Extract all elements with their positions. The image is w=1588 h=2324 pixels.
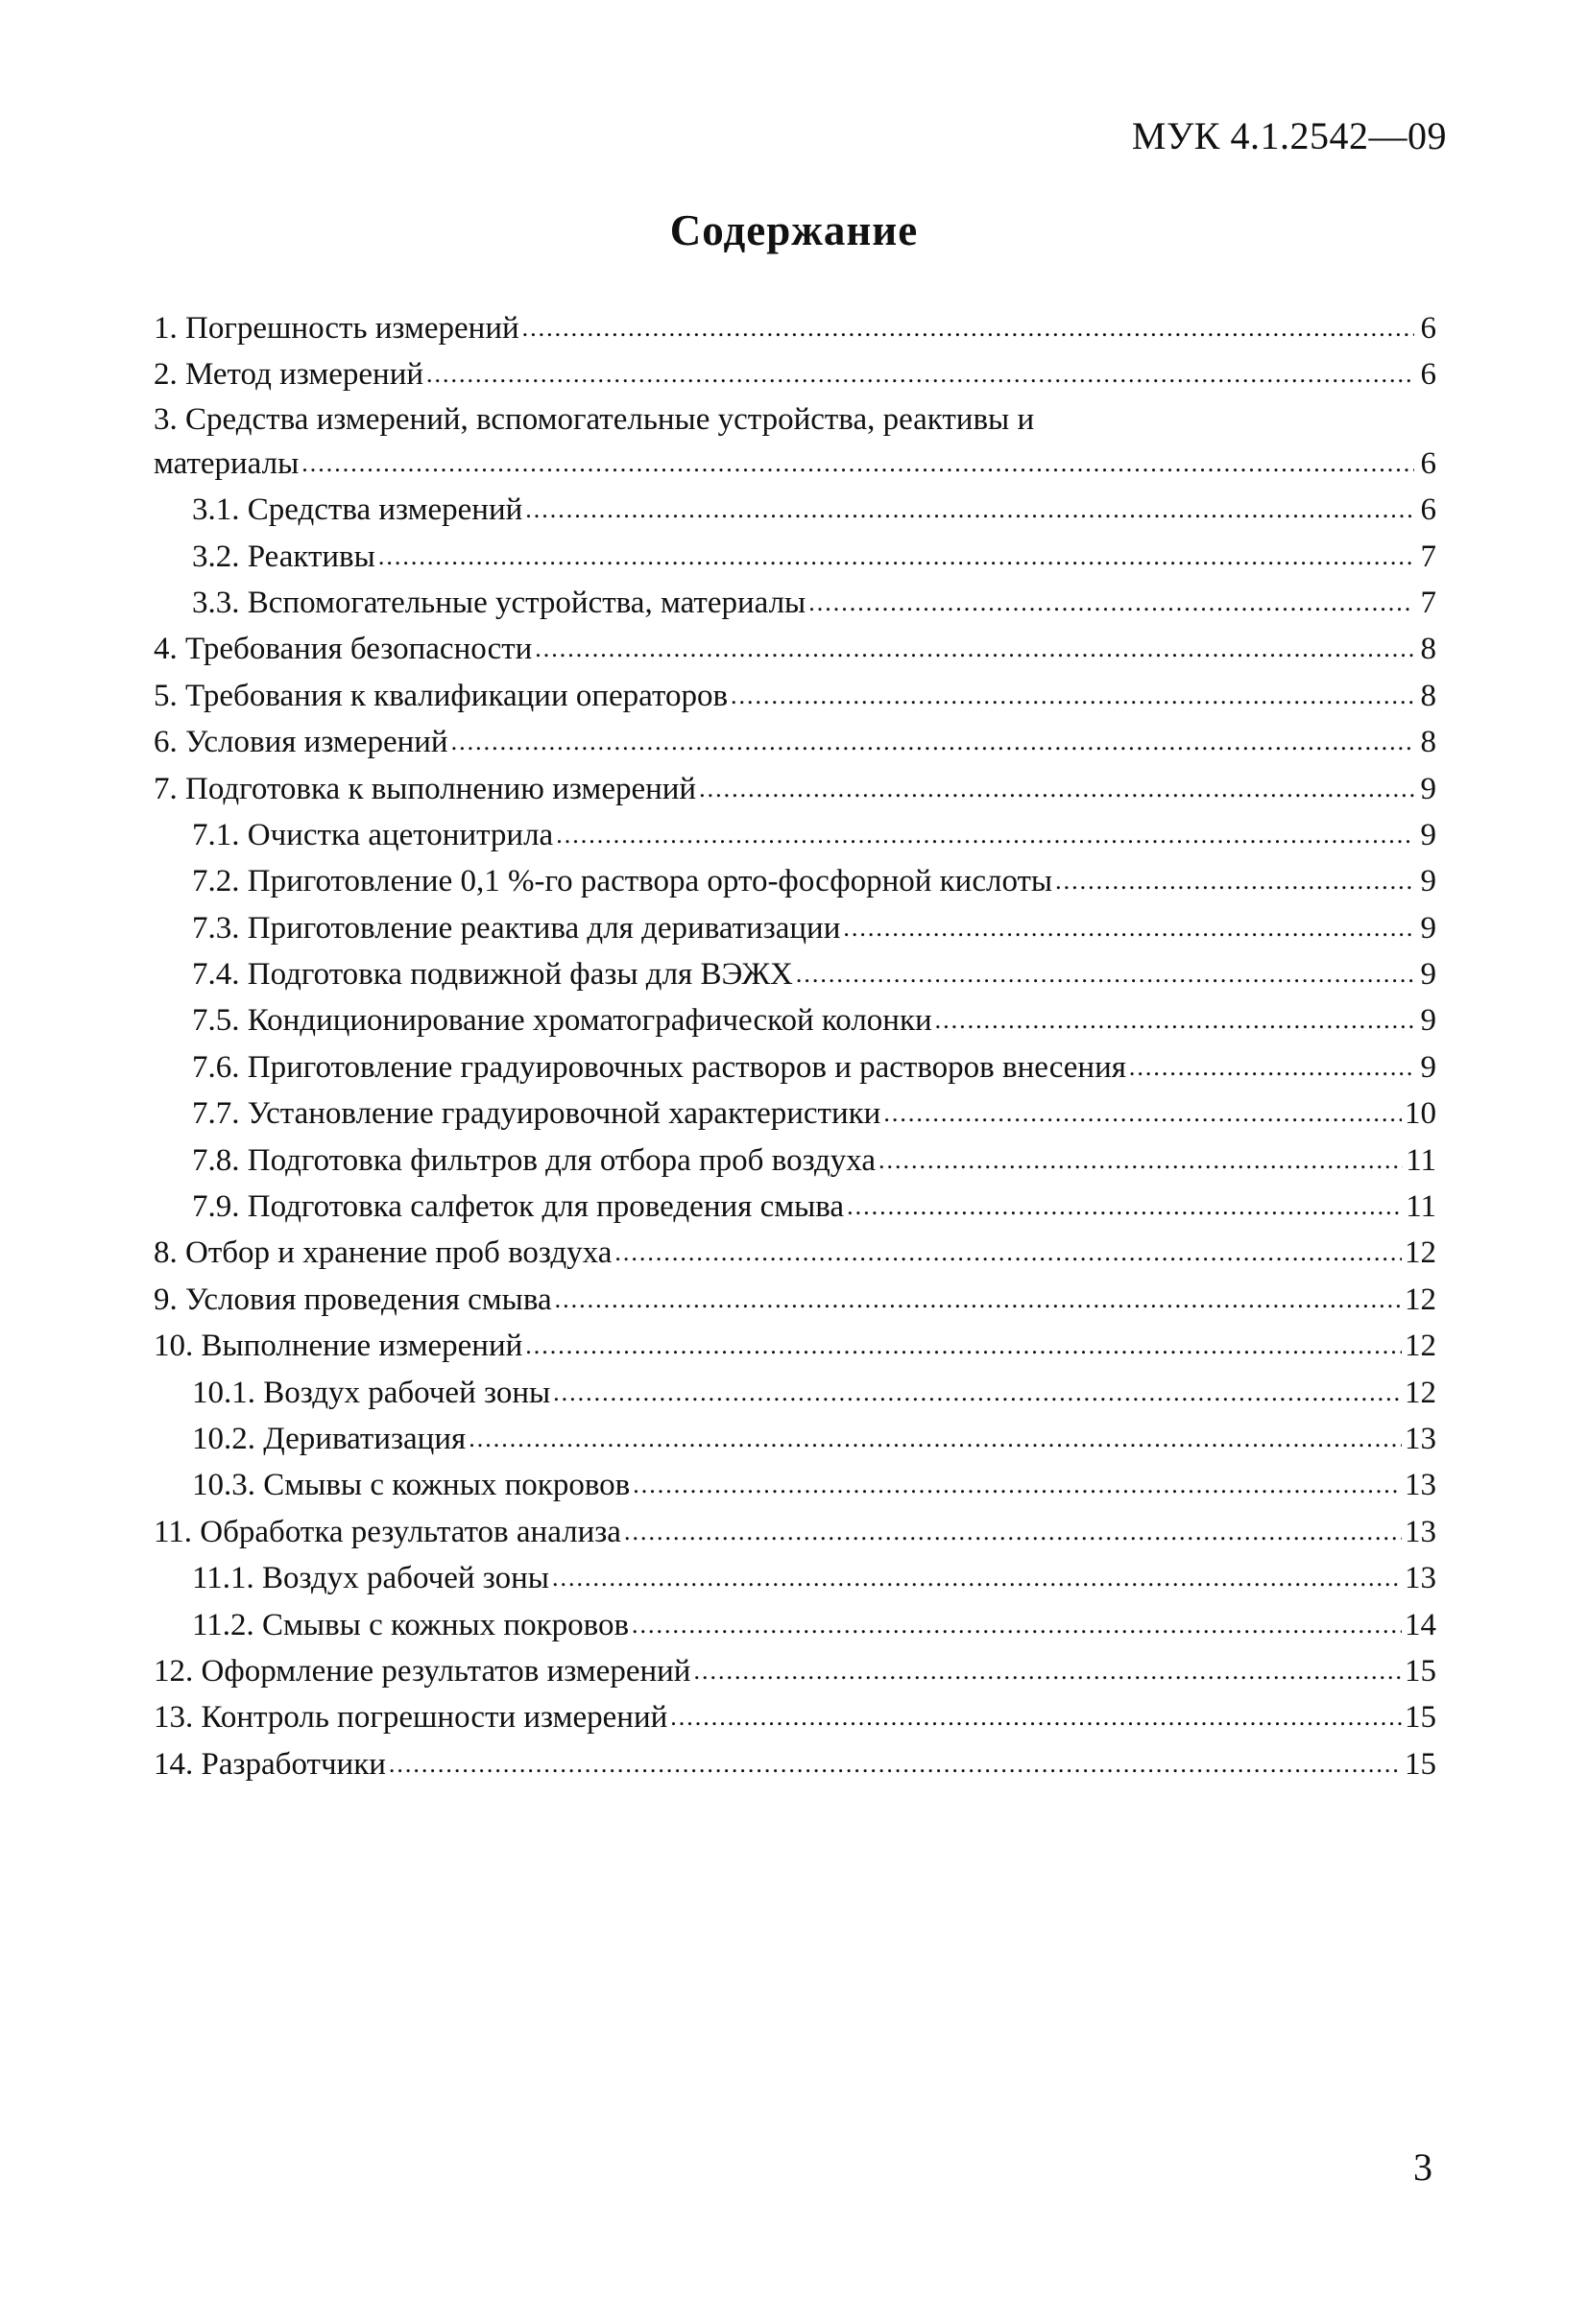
- toc-entry-page: 8: [1420, 725, 1436, 760]
- toc-entry: [154, 305, 1436, 351]
- toc-entry-label: 4. Требования безопасности: [154, 632, 533, 667]
- toc-entry-label: 11. Обработка результатов анализа: [154, 1514, 621, 1549]
- toc-entry: [154, 534, 1436, 580]
- toc-entry-label: 3.2. Реактивы: [192, 539, 375, 574]
- toc-entry-page: 12: [1405, 1375, 1436, 1410]
- leader-dots: [731, 671, 1414, 719]
- toc-entry-page: 9: [1420, 864, 1436, 899]
- toc-entry: [154, 1648, 1436, 1694]
- leader-dots: [522, 303, 1414, 351]
- toc-entry-label: 13. Контроль погрешности измерений: [154, 1700, 668, 1736]
- leader-dots: [553, 1368, 1402, 1416]
- toc-entry: [154, 1090, 1436, 1137]
- toc-entry-page: 14: [1405, 1607, 1436, 1642]
- leader-dots: [670, 1692, 1402, 1740]
- toc-entry-page: 8: [1420, 678, 1436, 713]
- toc-entry: [154, 1230, 1436, 1276]
- toc-entry-page: 9: [1420, 957, 1436, 993]
- leader-dots: [808, 578, 1414, 626]
- toc-entry: [154, 1555, 1436, 1601]
- toc-entry-label: 14. Разработчики: [154, 1746, 386, 1782]
- toc-entry: [154, 1462, 1436, 1508]
- toc-entry-label: 9. Условия проведения смыва: [154, 1282, 552, 1317]
- toc-entry-page: 12: [1405, 1235, 1436, 1271]
- toc-entry-page: 6: [1420, 492, 1436, 528]
- leader-dots: [847, 1182, 1403, 1230]
- toc-entry-label: 10.3. Смывы с кожных покровов: [192, 1468, 631, 1503]
- leader-dots: [699, 764, 1414, 812]
- toc-entry-page: 6: [1420, 357, 1436, 393]
- leader-dots: [1055, 856, 1414, 904]
- leader-dots: [935, 995, 1414, 1043]
- table-of-contents: [154, 305, 1436, 1787]
- leader-dots: [883, 1089, 1402, 1137]
- toc-entry-first-line: 3. Средства измерений, вспомогательные устройства, реактивы и: [154, 401, 1035, 437]
- toc-entry-page: 8: [1420, 632, 1436, 667]
- toc-entry-label: 7.7. Установление градуировочной характеристики: [192, 1096, 881, 1132]
- toc-entry-page: 12: [1405, 1282, 1436, 1317]
- toc-entry-label: 11.2. Смывы с кожных покровов: [192, 1607, 630, 1642]
- leader-dots: [301, 439, 1414, 487]
- toc-entry: [154, 1602, 1436, 1648]
- leader-dots: [693, 1646, 1402, 1694]
- toc-entry-label: 7.8. Подготовка фильтров для отбора проб воздуха: [192, 1142, 877, 1178]
- toc-entry: [154, 351, 1436, 397]
- toc-entry-label: 2. Метод измерений: [154, 357, 424, 393]
- leader-dots: [614, 1228, 1402, 1276]
- toc-entry-label: 7.9. Подготовка салфеток для проведения смыва: [192, 1189, 845, 1225]
- toc-entry-page: 9: [1420, 1003, 1436, 1039]
- leader-dots: [843, 903, 1414, 951]
- toc-entry: [154, 1277, 1436, 1323]
- toc-entry: [154, 1694, 1436, 1740]
- toc-entry-label: 10.1. Воздух рабочей зоны: [192, 1375, 551, 1410]
- toc-entry: [154, 1138, 1436, 1184]
- toc-entry: [154, 1184, 1436, 1230]
- toc-entry-page: 15: [1405, 1746, 1436, 1782]
- toc-entry: [154, 626, 1436, 672]
- toc-entry-label: 10. Выполнение измерений: [154, 1329, 523, 1364]
- leader-dots: [552, 1553, 1402, 1601]
- toc-entry-page: 13: [1405, 1561, 1436, 1596]
- toc-entry-page: 9: [1420, 771, 1436, 806]
- toc-entry: [154, 487, 1436, 533]
- toc-entry-page: 15: [1405, 1700, 1436, 1736]
- leader-dots: [878, 1136, 1403, 1184]
- page-title: Содержание: [669, 206, 919, 254]
- toc-entry-label: 3.1. Средства измерений: [192, 492, 523, 528]
- toc-entry: [154, 858, 1436, 904]
- leader-dots: [426, 349, 1414, 397]
- toc-entry-page: 9: [1420, 1049, 1436, 1085]
- toc-entry-label: 8. Отбор и хранение проб воздуха: [154, 1235, 613, 1271]
- leader-dots: [624, 1507, 1402, 1555]
- toc-entry-page: 11: [1406, 1142, 1436, 1178]
- toc-entry: [154, 1509, 1436, 1555]
- toc-entry: [154, 997, 1436, 1043]
- toc-entry: [154, 1323, 1436, 1369]
- toc-entry-page: 6: [1420, 311, 1436, 346]
- toc-entry-page: 7: [1420, 539, 1436, 574]
- toc-entry-label: 3.3. Вспомогательные устройства, материалы: [192, 585, 806, 620]
- toc-entry: [154, 441, 1436, 487]
- toc-entry-label: материалы: [154, 445, 300, 481]
- toc-entry-page: 13: [1405, 1514, 1436, 1549]
- toc-entry-label: 7.6. Приготовление градуировочных растворов и растворов внесения: [192, 1049, 1126, 1085]
- toc-entry: [154, 719, 1436, 765]
- page-number: 3: [1413, 2145, 1432, 2189]
- leader-dots: [525, 485, 1414, 533]
- leader-dots: [525, 1321, 1402, 1369]
- toc-entry-label: 7.2. Приготовление 0,1 %-го раствора орто-фосфорной кислоты: [192, 864, 1053, 899]
- leader-dots: [796, 949, 1414, 997]
- toc-entry-label: 7.3. Приготовление реактива для дериватизации: [192, 910, 841, 946]
- toc-entry-page: 15: [1405, 1653, 1436, 1689]
- leader-dots: [632, 1600, 1402, 1648]
- toc-entry-page: 11: [1406, 1189, 1436, 1225]
- toc-entry: [154, 1370, 1436, 1416]
- toc-entry-label: 6. Условия измерений: [154, 725, 448, 760]
- toc-entry: [154, 766, 1436, 812]
- toc-entry-page: 9: [1420, 910, 1436, 946]
- toc-entry-page: 13: [1405, 1468, 1436, 1503]
- toc-entry-page: 12: [1405, 1329, 1436, 1364]
- leader-dots: [451, 717, 1414, 765]
- toc-entry-label: 7.4. Подготовка подвижной фазы для ВЭЖХ: [192, 957, 793, 993]
- toc-entry-page: 6: [1420, 445, 1436, 481]
- toc-entry: [154, 1741, 1436, 1787]
- toc-entry-label: 12. Оформление результатов измерений: [154, 1653, 691, 1689]
- toc-entry: [154, 580, 1436, 626]
- leader-dots: [1129, 1042, 1414, 1090]
- leader-dots: [389, 1739, 1402, 1787]
- leader-dots: [555, 1275, 1402, 1323]
- toc-entry-label: 10.2. Дериватизация: [192, 1421, 467, 1456]
- leader-dots: [378, 532, 1414, 580]
- toc-entry-label: 11.1. Воздух рабочей зоны: [192, 1561, 549, 1596]
- toc-entry: [154, 905, 1436, 951]
- toc-entry-label: 7.5. Кондиционирование хроматографической колонки: [192, 1003, 932, 1039]
- toc-entry-label: 5. Требования к квалификации операторов: [154, 678, 729, 713]
- toc-entry-page: 7: [1420, 585, 1436, 620]
- toc-entry-label: 1. Погрешность измерений: [154, 311, 519, 346]
- toc-entry: [154, 812, 1436, 858]
- leader-dots: [556, 810, 1414, 858]
- toc-entry-page: 13: [1405, 1421, 1436, 1456]
- toc-entry-label: 7.1. Очистка ацетонитрила: [192, 817, 554, 852]
- leader-dots: [633, 1460, 1402, 1508]
- leader-dots: [535, 624, 1414, 672]
- toc-entry: [154, 673, 1436, 719]
- toc-entry: [154, 951, 1436, 997]
- leader-dots: [469, 1414, 1402, 1462]
- toc-entry-page: 10: [1405, 1096, 1436, 1132]
- toc-entry: [154, 1044, 1436, 1090]
- toc-entry: [154, 1416, 1436, 1462]
- toc-entry-label: 7. Подготовка к выполнению измерений: [154, 771, 697, 806]
- document-code: МУК 4.1.2542—09: [1131, 114, 1447, 157]
- toc-entry-page: 9: [1420, 817, 1436, 852]
